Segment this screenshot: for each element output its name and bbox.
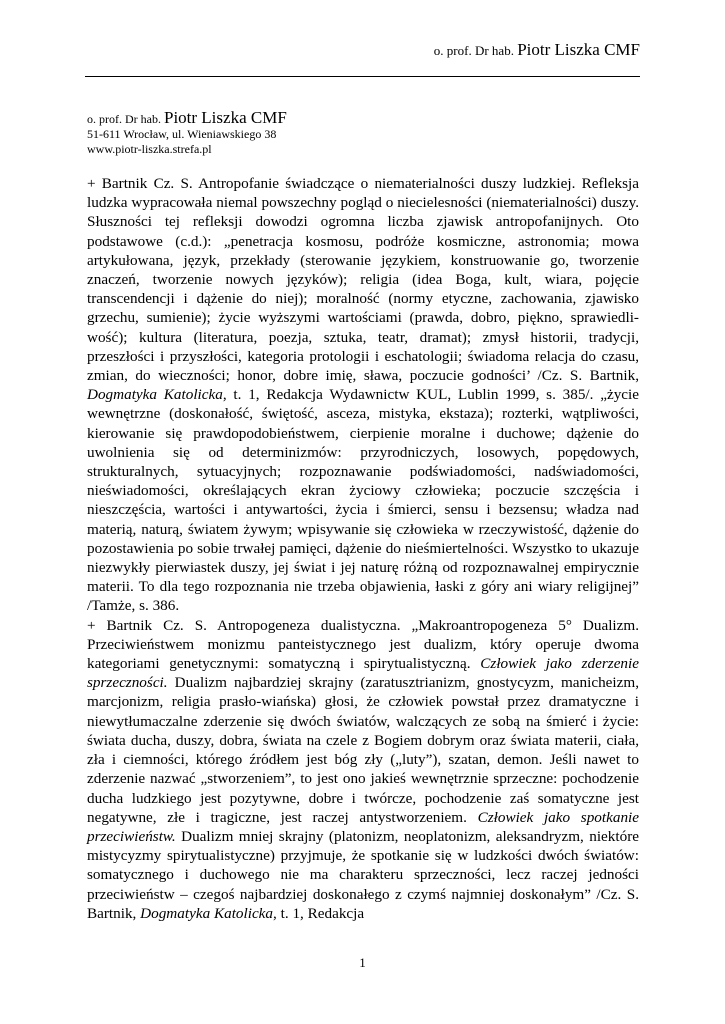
header-divider: [85, 76, 640, 77]
italic-text-run: Dogmatyka Katolicka: [140, 904, 274, 922]
author-title-line: [87, 110, 287, 127]
author-name: Piotr Liszka CMF: [163, 108, 287, 127]
author-website: www.piotr-liszka.strefa.pl: [87, 142, 212, 156]
text-run: Dualizm mniej skrajny (platonizm, neoplatonizm, aleksandryzm, niektóre mistycyzmy spirytualistyczne) przyjmuje, że spotkanie się w ludzkości dwóch światów: somatycznego i duchowego nie ma charakteru sprzeczności, lecz raczej jedności przeciwieństw – czegoś najbardziej doskonałego z czymś najmniej doskonałym” /Cz. S. Bartnik,: [87, 827, 639, 922]
author-prefix: o. prof. Dr hab.: [87, 112, 161, 126]
text-run: + Bartnik Cz. S. Antropogeneza dualistyczna. „Makroantropogeneza 5° Dualizm. Przeciwieństwem monizmu panteistycznego jest dualizm, który operuje dwoma kategoriami genetycznymi: somatyczną i spirytualistyczną.: [87, 616, 639, 673]
paragraph-antropofanie: [87, 174, 639, 616]
running-header: [434, 40, 640, 60]
author-block: [87, 110, 287, 157]
italic-text-run: Człowiek jako zderzenie sprzeczności.: [87, 655, 639, 692]
author-address: 51-611 Wrocław, ul. Wieniawskiego 38: [87, 127, 277, 141]
text-run: , t. 1, Redakcja: [273, 904, 365, 922]
page-number: 1: [359, 955, 366, 970]
text-run: Dualizm najbardziej skrajny (zaratusztrianizm, gnostycyzm, manicheizm, marcjonizm, religia prasło-wiańska) głosi, że człowiek powstał przez dramatyczne i niewytłumaczalne zderzenie się dwóch światów, walczących ze sobą na śmierć i życie: świata ducha, duszy, dobra, świata na czele z Bogiem dobrym oraz świata materii, ciała, zła i ciemności, którego źródłem jest bóg zły („luty”), szatan, demon. Jeśli nawet to zderzenie nazwać „stworzeniem”, to jest ono jakieś wewnętrznie sprzeczne: pochodzenie ducha ludzkiego jest pozytywne, dobre i twórcze, pochodzenie zaś somatyczne jest negatywne, złe i tragiczne, jest raczej antystworzeniem.: [87, 674, 639, 826]
text-run: , t. 1, Redakcja Wydawnictw KUL, Lublin 1999, s. 385/. „życie wewnętrzne (doskonałość, świętość, asceza, mistyka, ekstaza); rozterki, wątpliwości, kierowanie się prawdopodobieństwem, cierpienie moralne i duchowe; dążenie do uwolnienia się od determinizmów: przyrodniczych, losowych, popędowych, strukturalnych, sytuacyjnych; rozpoznawanie podświadomości, nadświadomości, nieświadomości, określających ekran życiowy człowieka; poczucie szczęścia i nieszczęścia, wartości i antywartości, życia i śmierci, sensu i bezsensu; władza nad materią, naturą, światem żywym; wpisywanie się człowieka w rzeczywistość, dążenie do pozostawienia po sobie trwałej pamięci, dążenie do nieśmiertelności. Wszystko to ukazuje niezwykły pierwiastek duszy, jej świat i jej naturę różną od rozpoznawalnej empirycznie materii. To dla tego rozpoznania nie trzeba objawienia, łaski z góry ani wiary religijnej” /Tamże, s. 386.: [87, 386, 639, 615]
italic-text-run: Dogmatyka Katolicka: [87, 386, 223, 404]
header-author-name: Piotr Liszka CMF: [517, 40, 640, 59]
body-text: [87, 174, 639, 923]
header-prefix: o. prof. Dr hab.: [433, 43, 514, 58]
paragraph-antropogeneza: [87, 616, 639, 923]
text-run: + Bartnik Cz. S. Antropofanie świadczące o niematerialności duszy ludzkiej. Refleksja ludzka wypracowała niemal powszechny pogląd o niecielesności (niematerialności) duszy. Słuszności tej refleksji dowodzi ogromna liczba zjawisk antropofanijnych. Oto podstawowe (c.d.): „penetracja kosmosu, podróże kosmiczne, astronomia; mowa artykułowana, język, przekłady (sterowanie językiem, konstruowanie go, tworzenie znaczeń, tworzenie nowych języków); religia (idea Boga, kult, wiara, pojęcie transcendencji i dążenie do niej); moralność (normy etyczne, zachowania, zjawisko grzechu, sumienie); życie wyższymi wartościami (prawda, dobro, piękno, sprawiedli-wość); kultura (literatura, poezja, sztuka, teatr, dramat); zmysł historii, tradycji, przeszłości i przyszłości, kategoria protologii i eschatologii; świadoma relacja do czasu, zmian, do wieczności; honor, dobre imię, sława, poczucie godności’ /Cz. S. Bartnik,: [87, 175, 639, 385]
italic-text-run: Człowiek jako spotkanie przeciwieństw.: [87, 808, 639, 845]
